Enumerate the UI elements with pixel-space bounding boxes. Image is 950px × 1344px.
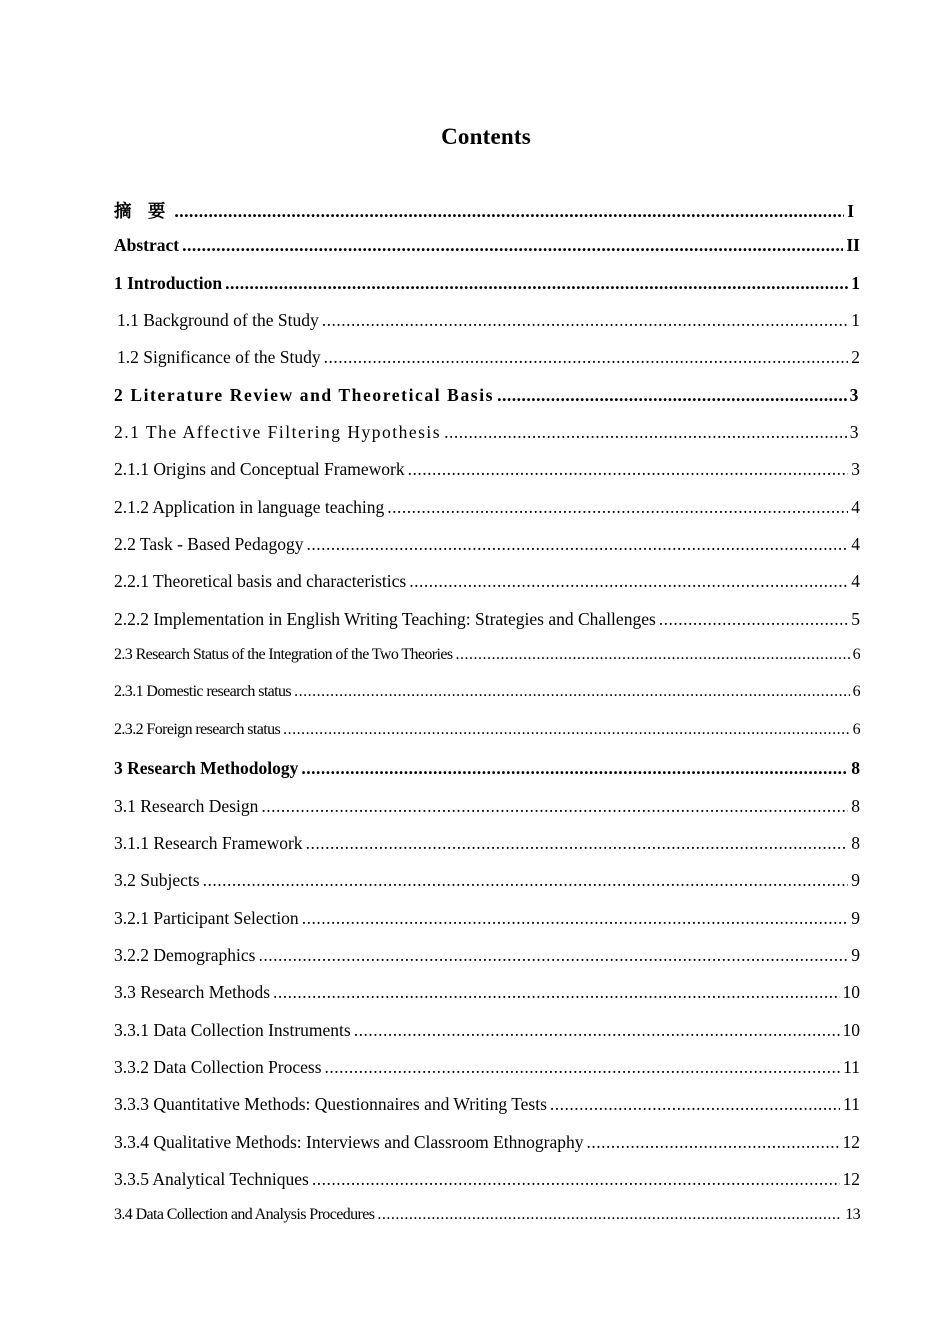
toc-entry-label: 1.2 Significance of the Study	[117, 347, 321, 368]
dot-leader	[387, 497, 848, 518]
toc-entry-page-number: 3	[849, 422, 860, 443]
toc-entry-label: 3.1.1 Research Framework	[114, 832, 303, 853]
toc-entry-label: Abstract	[114, 235, 180, 256]
dot-leader	[306, 534, 848, 555]
dot-leader	[550, 1094, 840, 1115]
toc-entry-label: 3.3.2 Data Collection Process	[114, 1056, 322, 1077]
dot-leader	[302, 908, 849, 929]
toc-entry-label: 3.4 Data Collection and Analysis Procedures	[114, 1206, 375, 1224]
toc-entry[interactable]	[114, 1020, 860, 1057]
toc-entry-label: 2.2.2 Implementation in English Writing Teaching: Strategies and Challenges	[114, 608, 656, 629]
dot-leader	[497, 385, 847, 406]
dot-leader	[182, 235, 843, 256]
toc-entry[interactable]	[114, 908, 860, 945]
toc-entry[interactable]	[114, 235, 860, 272]
dot-leader	[283, 721, 849, 739]
dot-leader	[273, 982, 839, 1003]
toc-entry[interactable]	[114, 609, 860, 646]
toc-entry-label: 3.2.1 Participant Selection	[114, 907, 299, 928]
toc-entry-label: 2.2 Task - Based Pedagogy	[114, 534, 304, 555]
toc-entry-page-number: 10	[842, 982, 860, 1003]
toc-entry-page-number: II	[846, 235, 860, 256]
toc-entry-page-number: 3	[851, 459, 860, 480]
toc-entry[interactable]	[114, 497, 860, 534]
toc-entry[interactable]	[114, 1132, 860, 1169]
toc-entry[interactable]	[114, 273, 860, 310]
dot-leader	[444, 422, 847, 443]
toc-entry-page-number: 11	[843, 1094, 860, 1115]
toc-entry-page-number: 2	[851, 347, 860, 368]
toc-entry-page-number: 9	[851, 907, 860, 928]
toc-entry-label: 2 Literature Review and Theoretical Basis	[114, 384, 495, 405]
dot-leader	[312, 1169, 840, 1190]
toc-entry[interactable]	[114, 385, 860, 422]
toc-entry[interactable]	[114, 945, 860, 982]
toc-entry-page-number: 8	[851, 758, 860, 779]
toc-entry-page-number: 4	[851, 534, 860, 555]
dot-leader	[354, 1020, 840, 1041]
toc-entry-label: 2.1 The Affective Filtering Hypothesis	[114, 422, 442, 443]
toc-entry-page-number: 6	[852, 646, 860, 664]
toc-entry[interactable]	[114, 1206, 860, 1243]
dot-leader	[225, 273, 848, 294]
dot-leader	[456, 646, 850, 664]
dot-leader	[659, 609, 848, 630]
toc-entry[interactable]	[114, 534, 860, 571]
dot-leader	[294, 683, 850, 701]
dot-leader	[409, 571, 848, 592]
toc-entry-label: 摘 要	[114, 201, 172, 221]
toc-entry-page-number: 6	[852, 720, 860, 738]
toc-entry[interactable]	[114, 982, 860, 1019]
dot-leader	[377, 1206, 842, 1224]
toc-entry-page-number: 13	[845, 1206, 860, 1224]
dot-leader	[587, 1132, 840, 1153]
toc-list	[114, 198, 860, 1244]
toc-entry-page-number: 12	[842, 1131, 860, 1152]
dot-leader	[261, 796, 848, 817]
dot-leader	[301, 758, 848, 779]
page-title: Contents	[441, 124, 531, 149]
dot-leader	[322, 310, 849, 331]
toc-entry[interactable]	[114, 796, 860, 833]
toc-entry[interactable]	[114, 683, 860, 720]
toc-entry-label: 2.3.2 Foreign research status	[114, 720, 281, 738]
toc-entry[interactable]	[114, 347, 860, 384]
toc-entry-label: 2.2.1 Theoretical basis and characteristics	[114, 571, 407, 592]
toc-entry-page-number: I	[847, 201, 860, 221]
toc-entry-page-number: 6	[852, 683, 860, 701]
toc-entry-label: 1.1 Background of the Study	[117, 310, 319, 331]
toc-entry-page-number: 4	[851, 496, 860, 517]
toc-entry-label: 3.3 Research Methods	[114, 982, 271, 1003]
toc-entry-label: 2.1.2 Application in language teaching	[114, 496, 385, 517]
toc-entry[interactable]	[114, 870, 860, 907]
toc-entry[interactable]	[114, 198, 860, 235]
toc-entry[interactable]	[114, 310, 860, 347]
toc-entry[interactable]	[114, 646, 860, 683]
toc-entry-page-number: 3	[849, 384, 860, 405]
toc-entry-page-number: 1	[851, 310, 860, 331]
toc-entry-page-number: 10	[842, 1019, 860, 1040]
toc-entry[interactable]	[114, 422, 860, 459]
toc-entry[interactable]	[114, 571, 860, 608]
dot-leader	[174, 201, 844, 222]
toc-entry-page-number: 8	[851, 795, 860, 816]
dot-leader	[258, 945, 848, 966]
toc-entry[interactable]	[114, 833, 860, 870]
toc-entry-label: 3.2 Subjects	[114, 870, 200, 891]
toc-entry-label: 3.3.3 Quantitative Methods: Questionnaires and Writing Tests	[114, 1094, 547, 1115]
toc-entry-label: 2.3.1 Domestic research status	[114, 683, 292, 701]
toc-entry-label: 2.1.1 Origins and Conceptual Framework	[114, 459, 405, 480]
toc-entry-page-number: 4	[851, 571, 860, 592]
toc-entry[interactable]	[114, 721, 860, 758]
toc-entry-label: 3 Research Methodology	[114, 758, 299, 779]
dot-leader	[203, 870, 849, 891]
dot-leader	[324, 347, 849, 368]
toc-entry-page-number: 5	[851, 608, 860, 629]
toc-entry[interactable]	[114, 1169, 860, 1206]
toc-entry-label: 3.2.2 Demographics	[114, 944, 256, 965]
toc-entry-page-number: 8	[851, 832, 860, 853]
toc-entry[interactable]	[114, 1057, 860, 1094]
dot-leader	[306, 833, 849, 854]
toc-entry-label: 3.3.1 Data Collection Instruments	[114, 1019, 351, 1040]
dot-leader	[325, 1057, 841, 1078]
toc-entry-page-number: 9	[851, 944, 860, 965]
dot-leader	[408, 459, 849, 480]
toc-entry-page-number: 11	[843, 1056, 860, 1077]
toc-entry-label: 3.1 Research Design	[114, 795, 259, 816]
toc-entry-page-number: 12	[842, 1168, 860, 1189]
toc-entry[interactable]	[114, 1094, 860, 1131]
toc-entry-label: 1 Introduction	[114, 272, 223, 293]
toc-entry[interactable]	[114, 758, 860, 795]
toc-entry[interactable]	[114, 459, 860, 496]
toc-entry-label: 3.3.4 Qualitative Methods: Interviews and Classroom Ethnography	[114, 1131, 584, 1152]
toc-entry-label: 2.3 Research Status of the Integration of the Two Theories	[114, 646, 453, 664]
toc-entry-page-number: 9	[851, 870, 860, 891]
toc-entry-label: 3.3.5 Analytical Techniques	[114, 1168, 309, 1189]
toc-entry-page-number: 1	[851, 272, 860, 293]
